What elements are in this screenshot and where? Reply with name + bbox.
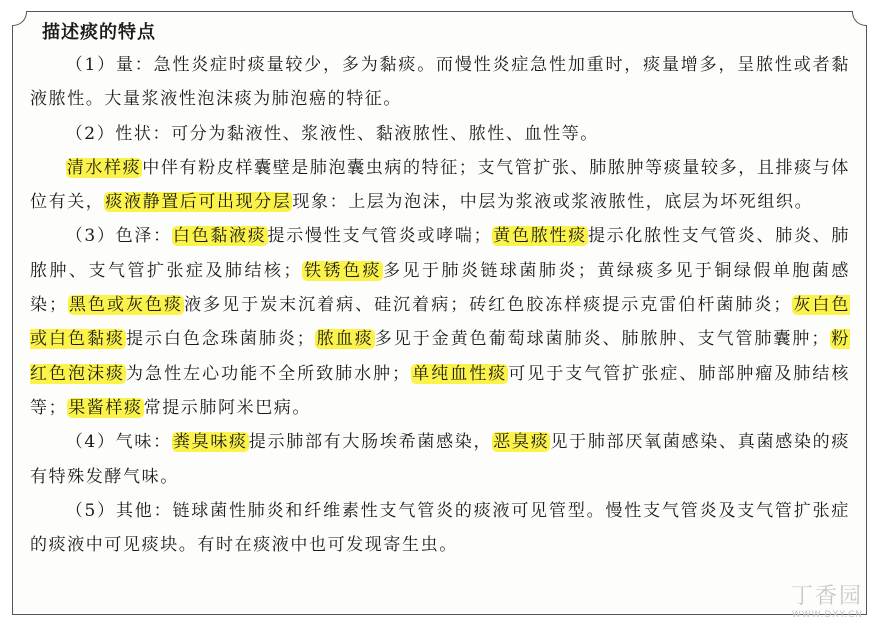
paragraph-other <box>30 494 850 563</box>
watermark-url: WWW.DXY.CN <box>791 610 863 620</box>
highlighted-term: 白色黏液痰 <box>172 226 267 247</box>
text-segment: （2）性状：可分为黏液性、浆液性、黏液脓性、脓性、血性等。 <box>65 123 599 144</box>
watermark-logo <box>791 579 863 620</box>
text-segment: 提示肺部有大肠埃希菌感染， <box>248 432 493 453</box>
text-segment: （1）量：急性炎症时痰量较少，多为黏痰。而慢性炎症急性加重时，痰量增多，呈脓性或者黏液脓性。大量浆液性泡沫痰为肺泡癌的特征。 <box>30 55 850 110</box>
text-segment: 为急性左心功能不全所致肺水肿； <box>126 363 411 384</box>
highlighted-term: 粪臭味痰 <box>172 432 248 453</box>
highlighted-term: 铁锈色痰 <box>303 260 382 281</box>
highlighted-term: 果酱样痰 <box>68 397 143 418</box>
text-segment: 多见于金黄色葡萄球菌肺炎、肺脓肿、支气管肺囊肿； <box>374 329 831 350</box>
text-segment: 见于肺部厌氧菌感染、真菌感染的痰有特殊发酵气味。 <box>30 432 850 487</box>
paragraph-character <box>30 117 850 151</box>
text-segment: 常提示肺阿米巴病。 <box>143 397 312 418</box>
text-segment: （4）气味： <box>65 432 172 453</box>
text-segment: 提示白色念珠菌肺炎； <box>125 329 316 350</box>
highlighted-term: 粉红色泡沫痰 <box>30 329 851 384</box>
paragraph-color <box>30 219 850 425</box>
text-segment: （5）其他：链球菌性肺炎和纤维素性支气管炎的痰液可见管型。慢性支气管炎及支气管扩张症的痰液中可见痰块。有时在痰液中也可发现寄生虫。 <box>30 500 850 556</box>
text-segment: （3）色泽： <box>65 226 172 247</box>
text-segment: 中伴有粉皮样囊壁是肺泡囊虫病的特征；支气管扩张、肺脓肿等痰量较多，且排痰与体位有关， <box>30 157 850 213</box>
highlighted-term: 黄色脓性痰 <box>493 226 587 247</box>
frame-corner-top-right <box>852 11 867 26</box>
highlighted-term: 脓血痰 <box>316 329 374 350</box>
watermark-text: 丁香园 <box>790 584 863 609</box>
highlighted-term: 清水样痰 <box>66 157 142 178</box>
paragraph-odor <box>30 425 850 494</box>
frame-corner-top-left <box>12 11 27 26</box>
text-segment: 液多见于炭末沉着病、硅沉着病；砖红色胶冻样痰提示克雷伯杆菌肺炎； <box>184 295 792 316</box>
highlighted-term: 黑色或灰色痰 <box>68 295 184 316</box>
text-segment: 多见于肺炎链球菌肺炎；黄绿痰多见于铜绿假单胞菌感染； <box>30 260 850 316</box>
highlighted-term: 灰白色或白色黏痰 <box>30 295 850 350</box>
highlighted-term: 恶臭痰 <box>493 432 550 453</box>
page-title: 描述痰的特点 <box>42 22 156 43</box>
paragraph-character-detail <box>30 151 850 220</box>
highlighted-term: 痰液静置后可出现分层 <box>105 192 292 213</box>
text-segment: 提示化脓性支气管炎、肺炎、肺脓肿、支气管扩张症及肺结核； <box>30 226 851 281</box>
paragraph-amount <box>30 48 850 117</box>
text-segment: 现象：上层为泡沫，中层为浆液或浆液脓性，底层为坏死组织。 <box>292 192 814 213</box>
text-segment: 提示慢性支气管炎或哮喘； <box>267 226 493 247</box>
text-segment: 可见于支气管扩张症、肺部肿瘤及肺结核等； <box>30 363 851 418</box>
highlighted-term: 单纯血性痰 <box>411 363 508 384</box>
document-content <box>30 18 850 562</box>
